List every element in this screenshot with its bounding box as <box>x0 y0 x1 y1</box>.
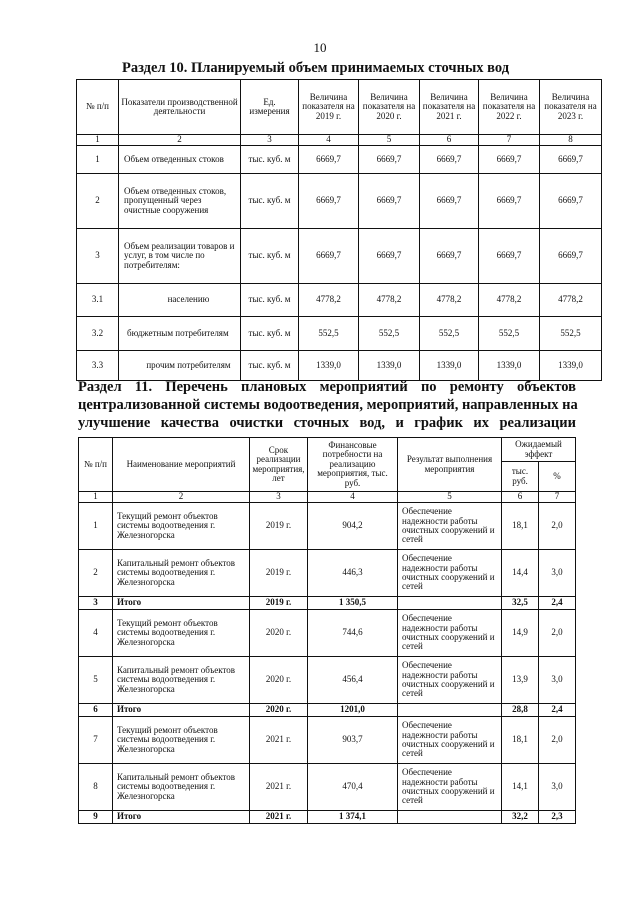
table-row <box>79 717 576 764</box>
table-cell: 9 <box>79 811 113 824</box>
table-cell: 4778,2 <box>420 284 479 317</box>
section-11-title-line: централизованной системы водоотведения, мероприятий, направленных на <box>78 397 578 414</box>
header-cell: Величина показателя на 2019 г. <box>299 80 359 135</box>
table-cell: 6669,7 <box>479 174 540 229</box>
table-cell: тыс. куб. м <box>241 229 299 284</box>
table-cell: 3 <box>250 492 308 503</box>
header-cell: Величина показателя на 2020 г. <box>359 80 420 135</box>
table-row <box>79 503 576 550</box>
table-cell: 6 <box>79 704 113 717</box>
table-cell: 6669,7 <box>359 146 420 174</box>
table-cell: Объем отведенных стоков, пропущенный через очистные сооружения <box>119 174 241 229</box>
table-row <box>79 657 576 704</box>
table-cell: Объем отведенных стоков <box>119 146 241 174</box>
table-cell: 2 <box>113 492 250 503</box>
table-cell: 470,4 <box>308 764 398 811</box>
table-cell: 2021 г. <box>250 811 308 824</box>
table-cell: 3 <box>79 597 113 610</box>
table-cell: 903,7 <box>308 717 398 764</box>
section-11-title-line: Раздел 11. Перечень плановых мероприятий по ремонту объектов <box>78 379 576 395</box>
table-cell: 6669,7 <box>479 146 540 174</box>
table-cell: 3 <box>241 135 299 146</box>
table-cell: 3.1 <box>77 284 119 317</box>
table-cell: 3.2 <box>77 317 119 351</box>
header-cell: % <box>539 462 576 492</box>
table-cell: 6669,7 <box>479 229 540 284</box>
table-cell: населению <box>119 284 241 317</box>
table-cell: 1201,0 <box>308 704 398 717</box>
table-cell <box>398 704 502 717</box>
table-row <box>77 351 602 381</box>
table-cell: Капитальный ремонт объектов системы водоотведения г. Железногорска <box>113 550 250 597</box>
table-cell: 552,5 <box>359 317 420 351</box>
table-cell: 904,2 <box>308 503 398 550</box>
header-cell: № п/п <box>79 438 113 492</box>
table-cell: 13,9 <box>502 657 539 704</box>
table-cell: 6669,7 <box>359 174 420 229</box>
table-cell: 4 <box>308 492 398 503</box>
table-cell: 6669,7 <box>359 229 420 284</box>
table-cell: тыс. куб. м <box>241 146 299 174</box>
table-cell: 6669,7 <box>540 174 602 229</box>
table-cell: 4778,2 <box>479 284 540 317</box>
header-cell: тыс. руб. <box>502 462 539 492</box>
section-11-table <box>78 437 576 824</box>
table-cell: Обеспечение надежности работы очистных сооружений и сетей <box>398 717 502 764</box>
header-cell: Величина показателя на 2022 г. <box>479 80 540 135</box>
table-cell: 1339,0 <box>479 351 540 381</box>
table-cell: 1339,0 <box>420 351 479 381</box>
table-cell: 2,4 <box>539 704 576 717</box>
table-cell: 552,5 <box>540 317 602 351</box>
table-cell: Объем реализации товаров и услуг, в том числе по потребителям: <box>119 229 241 284</box>
table-cell: 2 <box>119 135 241 146</box>
header-cell: Величина показателя на 2021 г. <box>420 80 479 135</box>
table-cell: 1 <box>79 492 113 503</box>
table-cell: 1339,0 <box>299 351 359 381</box>
table-cell: 7 <box>479 135 540 146</box>
table-cell: 3,0 <box>539 550 576 597</box>
table-cell: 3.3 <box>77 351 119 381</box>
table-cell <box>398 811 502 824</box>
header-cell: № п/п <box>77 80 119 135</box>
table-cell <box>398 597 502 610</box>
table-cell: 14,1 <box>502 764 539 811</box>
table-cell: 6 <box>502 492 539 503</box>
table-row <box>77 146 602 174</box>
header-cell: Срок реализации мероприятия, лет <box>250 438 308 492</box>
table-row <box>77 174 602 229</box>
table-cell: 6669,7 <box>299 229 359 284</box>
page-number: 10 <box>313 40 327 55</box>
table-cell: 2,3 <box>539 811 576 824</box>
table-cell: 1339,0 <box>359 351 420 381</box>
header-cell: Показатели производственной деятельности <box>119 80 241 135</box>
table-cell: 4778,2 <box>299 284 359 317</box>
table-cell: 2,0 <box>539 610 576 657</box>
table-cell: 3,0 <box>539 657 576 704</box>
table-cell: 28,8 <box>502 704 539 717</box>
column-number-row <box>79 492 576 503</box>
table-cell: Обеспечение надежности работы очистных сооружений и сетей <box>398 657 502 704</box>
table-cell: 6669,7 <box>420 229 479 284</box>
total-row <box>79 704 576 717</box>
table-cell: 5 <box>398 492 502 503</box>
total-row <box>79 597 576 610</box>
table-cell: тыс. куб. м <box>241 284 299 317</box>
table-cell: 2,0 <box>539 503 576 550</box>
table-cell: Обеспечение надежности работы очистных сооружений и сетей <box>398 610 502 657</box>
header-cell: Результат выполнения мероприятия <box>398 438 502 492</box>
table-cell: 14,9 <box>502 610 539 657</box>
table-cell: тыс. куб. м <box>241 174 299 229</box>
table-cell: Итого <box>113 597 250 610</box>
table-cell: 6669,7 <box>299 174 359 229</box>
table-cell: 7 <box>539 492 576 503</box>
table-cell: 6669,7 <box>299 146 359 174</box>
table-cell: 2 <box>77 174 119 229</box>
table-cell: 2019 г. <box>250 503 308 550</box>
table-row <box>79 610 576 657</box>
table-cell: бюджетным потребителям <box>119 317 241 351</box>
table-cell: 5 <box>79 657 113 704</box>
total-row <box>79 811 576 824</box>
table-cell: 552,5 <box>479 317 540 351</box>
table-cell: 4 <box>299 135 359 146</box>
table-cell: 2020 г. <box>250 704 308 717</box>
header-cell: Ед. измерения <box>241 80 299 135</box>
table-cell: прочим потребителям <box>119 351 241 381</box>
table-cell: 456,4 <box>308 657 398 704</box>
table-row <box>77 284 602 317</box>
table-cell: 5 <box>359 135 420 146</box>
table-cell: 446,3 <box>308 550 398 597</box>
table-cell: 18,1 <box>502 503 539 550</box>
header-cell: Величина показателя на 2023 г. <box>540 80 602 135</box>
table-row <box>77 317 602 351</box>
table-row <box>79 550 576 597</box>
table-cell: Обеспечение надежности работы очистных сооружений и сетей <box>398 503 502 550</box>
table-cell: 1 <box>77 146 119 174</box>
table-cell: 6669,7 <box>420 174 479 229</box>
section-10-title: Раздел 10. Планируемый объем принимаемых сточных вод <box>122 60 510 76</box>
table-cell: 2 <box>79 550 113 597</box>
table-cell: 6669,7 <box>420 146 479 174</box>
table-cell: Итого <box>113 811 250 824</box>
table-cell: 4778,2 <box>359 284 420 317</box>
table-cell: 32,2 <box>502 811 539 824</box>
table-cell: 6669,7 <box>540 146 602 174</box>
table-row <box>79 764 576 811</box>
table-cell: 1339,0 <box>540 351 602 381</box>
table-cell: 1 350,5 <box>308 597 398 610</box>
table-cell: Обеспечение надежности работы очистных сооружений и сетей <box>398 764 502 811</box>
table-cell: 1 <box>79 503 113 550</box>
section-10-table <box>76 79 602 381</box>
table-cell: Текущий ремонт объектов системы водоотведения г. Железногорска <box>113 610 250 657</box>
table-cell: 3,0 <box>539 764 576 811</box>
table-cell: 744,6 <box>308 610 398 657</box>
table-cell: Капитальный ремонт объектов системы водоотведения г. Железногорска <box>113 764 250 811</box>
table-cell: 3 <box>77 229 119 284</box>
table-cell: 2020 г. <box>250 657 308 704</box>
table-cell: Капитальный ремонт объектов системы водоотведения г. Железногорска <box>113 657 250 704</box>
section-11-title-line: улучшение качества очистки сточных вод, и график их реализации <box>78 415 576 432</box>
header-cell: Наименование мероприятий <box>113 438 250 492</box>
section-11-title <box>78 378 576 432</box>
header-cell: Финансовые потребности на реализацию мероприятия, тыс. руб. <box>308 438 398 492</box>
table-cell: 8 <box>79 764 113 811</box>
table-cell: Текущий ремонт объектов системы водоотведения г. Железногорска <box>113 503 250 550</box>
table-cell: 4778,2 <box>540 284 602 317</box>
table-cell: 2021 г. <box>250 764 308 811</box>
table-cell: 8 <box>540 135 602 146</box>
table-cell: 2019 г. <box>250 550 308 597</box>
table-cell: 6669,7 <box>540 229 602 284</box>
table-cell: 2,0 <box>539 717 576 764</box>
table-cell: 552,5 <box>420 317 479 351</box>
table-row <box>77 229 602 284</box>
table-cell: 2020 г. <box>250 610 308 657</box>
table-cell: 552,5 <box>299 317 359 351</box>
table-cell: Итого <box>113 704 250 717</box>
table-cell: 18,1 <box>502 717 539 764</box>
column-number-row <box>77 135 602 146</box>
table-cell: тыс. куб. м <box>241 317 299 351</box>
table-cell: 4 <box>79 610 113 657</box>
table-cell: Обеспечение надежности работы очистных сооружений и сетей <box>398 550 502 597</box>
table-cell: 14,4 <box>502 550 539 597</box>
table-cell: 6 <box>420 135 479 146</box>
table-cell: 1 374,1 <box>308 811 398 824</box>
table-cell: 2019 г. <box>250 597 308 610</box>
table-cell: 7 <box>79 717 113 764</box>
table-cell: 2,4 <box>539 597 576 610</box>
table-cell: 2021 г. <box>250 717 308 764</box>
table-cell: тыс. куб. м <box>241 351 299 381</box>
table-cell: 32,5 <box>502 597 539 610</box>
table-cell: 1 <box>77 135 119 146</box>
header-cell: Ожидаемый эффект <box>502 438 576 462</box>
table-cell: Текущий ремонт объектов системы водоотведения г. Железногорска <box>113 717 250 764</box>
